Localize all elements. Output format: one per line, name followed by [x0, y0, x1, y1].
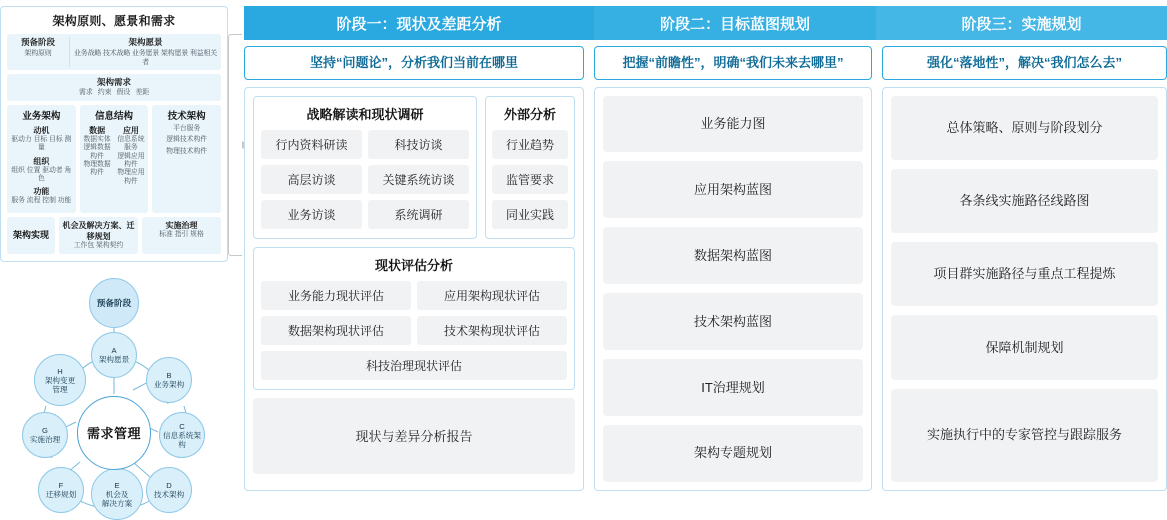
item-architecture-topic-plan[interactable]: 架构专题规划	[603, 425, 863, 482]
chip-row-1	[261, 130, 469, 159]
phase-header-2	[594, 6, 876, 40]
band-prep-sub: 架构原则	[24, 49, 52, 57]
band-vision	[74, 37, 217, 67]
column-technology-architecture	[152, 105, 221, 213]
information-split	[82, 125, 147, 187]
node-b-label: B 业务架构	[153, 371, 185, 390]
band-vision-subs	[74, 49, 217, 67]
phase-1-report[interactable]: 现状与差异分析报告	[253, 398, 575, 474]
band-prep-phase	[11, 37, 65, 67]
chip-internal-docs[interactable]: 行内资料研读	[261, 130, 362, 159]
item-technology-architecture-blueprint[interactable]: 技术架构蓝图	[603, 293, 863, 350]
column-technology-title: 技术架构	[167, 110, 206, 122]
tech-item-1-label: 逻辑技术构件	[166, 136, 208, 144]
chip-row-ext-3	[492, 200, 568, 229]
phase-3-item-list	[891, 96, 1158, 482]
chip-key-system-interview[interactable]: 关键系统访谈	[368, 165, 469, 194]
info-app-item-0: 信息系统服务	[117, 135, 145, 152]
item-function-sub: 服务 流程 控制 功能	[11, 197, 72, 205]
chip-row-ext-2	[492, 165, 568, 194]
item-organization-sub: 组织 位置 驱动者 角色	[11, 166, 72, 182]
band-architecture-vision	[7, 34, 221, 70]
phase-column-3	[882, 46, 1167, 491]
assessment-row-1	[261, 281, 567, 310]
architecture-framework-title: 架构原则、愿景和需求	[52, 14, 176, 28]
phase-3-panel	[882, 87, 1167, 491]
phase-1-subtitle: 坚持“问题论”，分析我们当前在哪里	[244, 46, 584, 80]
item-motivation	[9, 125, 74, 153]
chip-data-architecture-assessment[interactable]: 数据架构现状评估	[261, 316, 411, 345]
item-application-architecture-blueprint[interactable]: 应用架构蓝图	[603, 161, 863, 218]
band-vision-sub-3: 架构愿景	[160, 49, 189, 57]
phase-1-panel	[244, 87, 584, 491]
block-current-state-title: 现状评估分析	[374, 257, 453, 273]
block-external-analysis-title: 外部分析	[503, 106, 556, 122]
band-req-sub-2: 假设	[116, 89, 131, 97]
bracket-connector	[228, 34, 242, 256]
phase-2-panel	[594, 87, 872, 491]
node-h-label: H 架构变更 管理	[44, 366, 76, 394]
phase-column-2	[594, 46, 872, 491]
band-vision-sub-1: 技术战略	[102, 49, 131, 57]
item-organization-head: 组织	[33, 156, 50, 166]
item-assurance-mechanism[interactable]: 保障机制规划	[891, 315, 1158, 379]
phase-columns	[244, 46, 1167, 491]
tech-item-2-label: 物理技术构件	[166, 147, 208, 155]
band-req-sub-1: 约束	[97, 89, 112, 97]
info-data-item-2: 物理数据构件	[83, 160, 111, 177]
info-data-item-1: 逻辑数据构件	[83, 144, 111, 160]
left-framework-column	[0, 6, 228, 508]
chip-technology-architecture-assessment[interactable]: 技术架构现状评估	[417, 316, 567, 345]
framework-implementation-row	[7, 217, 221, 254]
node-prep-label: 预备阶段	[96, 298, 132, 309]
assessment-row-3	[261, 351, 567, 380]
chip-business-capability-assessment[interactable]: 业务能力现状评估	[261, 281, 411, 310]
item-function-head: 功能	[33, 187, 50, 197]
node-d-label: D 技术架构	[153, 481, 185, 500]
phase-column-1	[244, 46, 584, 491]
node-requirements-label: 需求管理	[86, 425, 141, 441]
item-organization	[9, 156, 74, 184]
chip-industry-trend[interactable]: 行业趋势	[492, 130, 568, 159]
band-req-sub-3: 差距	[135, 89, 150, 97]
opportunities-sub: 工作包 架构契约	[73, 241, 124, 249]
band-architecture-requirements	[7, 74, 221, 101]
item-program-roadmap[interactable]: 项目群实施路径与重点工程提炼	[891, 242, 1158, 306]
phase-header-1-label: 阶段一：现状及差距分析	[336, 15, 502, 33]
opportunities-head: 机会及解决方案、迁移规划	[62, 220, 135, 241]
band-vision-sub-4: 利益相关者	[142, 49, 218, 66]
band-vision-head: 架构愿景	[128, 37, 163, 47]
column-business-title: 业务架构	[22, 110, 61, 122]
phase-header-3	[876, 6, 1167, 40]
phase-header-row	[244, 6, 1167, 40]
governance-head: 实施治理	[165, 220, 198, 230]
band-req-sub-0: 需求	[78, 89, 93, 97]
phase-2-item-list	[603, 96, 863, 482]
info-app-head: 应用	[122, 125, 139, 135]
item-line-roadmap[interactable]: 各条线实施路径线路图	[891, 169, 1158, 233]
phase-header-2-label: 阶段二：目标蓝图规划	[659, 15, 810, 33]
item-expert-control-tracking[interactable]: 实施执行中的专家管控与跟踪服务	[891, 389, 1158, 482]
chip-row-ext-1	[492, 130, 568, 159]
item-overall-strategy[interactable]: 总体策略、原则与阶段划分	[891, 96, 1158, 160]
phase-header-1	[244, 6, 594, 40]
governance-sub: 标准 指引 规格	[159, 230, 204, 238]
framework-three-columns	[7, 105, 221, 213]
item-business-capability-map[interactable]: 业务能力图	[603, 96, 863, 153]
block-strategy-research-title: 战略解读和现状调研	[306, 106, 424, 122]
block-strategy-research	[253, 96, 477, 239]
architecture-framework-box	[0, 6, 228, 262]
chip-business-interview[interactable]: 业务访谈	[261, 200, 362, 229]
phase-header-3-label: 阶段三：实施规划	[961, 15, 1082, 33]
item-it-governance-plan[interactable]: IT治理规划	[603, 359, 863, 416]
block-opportunities-migration	[59, 217, 138, 254]
phase-2-subtitle: 把握“前瞻性”，明确“我们未来去哪里”	[594, 46, 872, 80]
band-vision-sub-0: 业务战略	[74, 49, 102, 57]
phase-1-top-row	[253, 96, 575, 239]
node-g-label: G 实施治理	[29, 426, 61, 445]
chip-exec-interview[interactable]: 高层访谈	[261, 165, 362, 194]
column-business-architecture	[7, 105, 76, 213]
node-c-label: C 信息系统架构	[163, 421, 201, 449]
item-motivation-head: 动机	[33, 125, 50, 135]
chip-row-2	[261, 165, 469, 194]
label-architecture-implementation: 架构实现	[7, 217, 55, 254]
divider	[69, 37, 70, 67]
tech-item-0	[154, 125, 219, 133]
item-motivation-sub: 驱动力 目标 目标 测量	[11, 135, 72, 152]
band-vision-sub-2: 业务愿景	[131, 49, 160, 57]
item-function	[9, 186, 74, 205]
column-information-structure	[80, 105, 149, 213]
node-requirements-management	[77, 396, 151, 470]
band-req-head: 架构需求	[96, 76, 131, 87]
info-app-item-2: 物理应用构件	[117, 169, 145, 185]
chip-row-3	[261, 200, 469, 229]
tech-item-1	[154, 136, 219, 144]
node-a-label: A 架构愿景	[98, 346, 130, 365]
chip-peer-practice[interactable]: 同业实践	[492, 200, 568, 229]
phase-3-subtitle: 强化“落地性”，解决“我们怎么去”	[882, 46, 1167, 80]
column-information-title: 信息结构	[95, 110, 134, 122]
chip-application-architecture-assessment[interactable]: 应用架构现状评估	[417, 281, 567, 310]
adm-cycle-diagram	[0, 272, 228, 517]
tech-item-2	[154, 148, 219, 156]
chip-tech-interview[interactable]: 科技访谈	[368, 130, 469, 159]
info-app-item-1: 逻辑应用构件	[117, 152, 145, 168]
band-prep-head: 预备阶段	[20, 37, 55, 47]
assessment-row-2	[261, 316, 567, 345]
info-app-group	[116, 125, 147, 187]
item-data-architecture-blueprint[interactable]: 数据架构蓝图	[603, 227, 863, 284]
tech-item-0-label: 平台服务	[173, 124, 201, 132]
chip-system-survey[interactable]: 系统调研	[368, 200, 469, 229]
phase-section	[244, 6, 1167, 491]
info-data-item-0: 数据实体	[83, 135, 111, 143]
node-e-opportunities	[91, 468, 143, 520]
block-current-state-assessment	[253, 247, 575, 390]
block-implementation-governance	[142, 217, 221, 254]
chip-regulatory-requirement[interactable]: 监管要求	[492, 165, 568, 194]
band-req-subs	[11, 88, 217, 97]
info-data-group	[82, 125, 113, 187]
block-external-analysis	[485, 96, 575, 239]
node-e-label: E 机会及 解决方案	[101, 480, 133, 508]
node-f-label: F 迁移规划	[45, 481, 77, 500]
info-data-head: 数据	[89, 125, 106, 135]
chip-tech-governance-assessment[interactable]: 科技治理现状评估	[261, 351, 567, 380]
